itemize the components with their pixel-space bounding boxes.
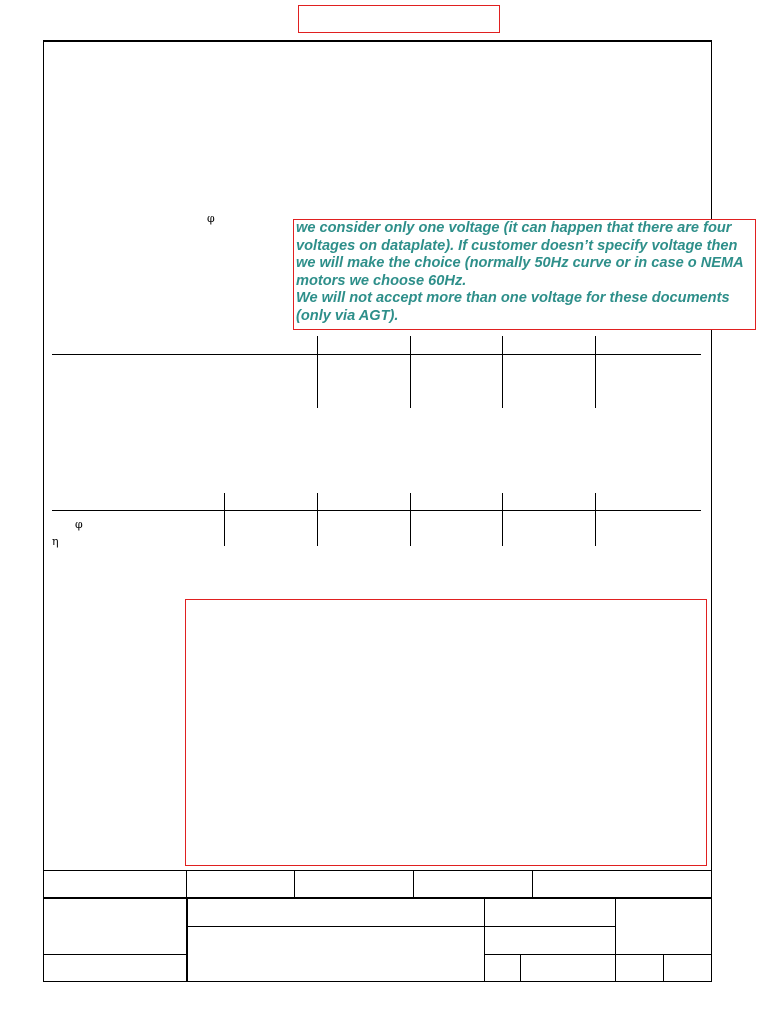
upper-table-column-divider [317,336,318,408]
lower-table-header-rule [52,510,701,511]
title-block-right-divider [615,898,616,982]
phi-symbol-lower: φ [75,518,83,531]
title-block-divider [532,870,533,898]
upper-table-column-divider [502,336,503,408]
lower-table-column-divider [410,493,411,546]
upper-table-column-divider [410,336,411,408]
title-block-small-divider [520,954,521,982]
lower-table-column-divider [224,493,225,546]
title-block-top-rule [43,870,712,871]
title-block-left-row-rule [43,954,186,955]
eta-symbol-lower: η [52,535,59,548]
title-block-divider [413,870,414,898]
upper-table-column-divider [595,336,596,408]
voltage-note-paragraph-1: we consider only one voltage (it can happen that there are four voltages on dataplate). If customer doesn’t specify voltage then we will make the choice (normally 50Hz curve or in case o NEMA motors we choose 60Hz. [296,220,744,289]
phi-symbol-top: φ [207,212,215,225]
upper-table-header-rule [52,354,701,355]
lower-table-column-divider [595,493,596,546]
title-block-right-row-rule [484,954,712,955]
title-block-middle-divider [484,898,485,982]
title-placeholder-box [298,5,500,33]
lower-table-column-divider [317,493,318,546]
title-block-divider [294,870,295,898]
title-block-divider [186,870,187,898]
title-block-main-rule [43,897,712,899]
title-block-middle-row-rule [186,926,616,927]
title-block-left-divider [186,898,188,982]
voltage-note-callout [293,219,756,330]
voltage-note-paragraph-2: We will not accept more than one voltage for these documents (only via AGT). [296,290,730,324]
lower-table-column-divider [502,493,503,546]
title-block-small-divider [663,954,664,982]
chart-placeholder-box [185,599,707,866]
